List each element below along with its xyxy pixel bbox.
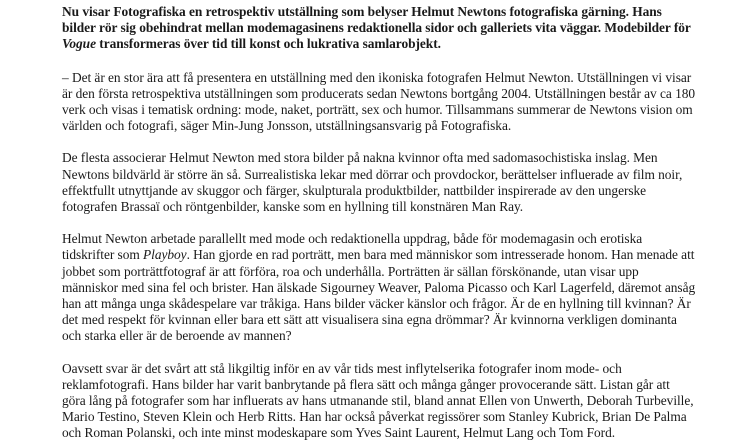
- article-lead: [62, 0, 696, 53]
- paragraph-imagery: De flesta associerar Helmut Newton med stora bilder på nakna kvinnor ofta med sadomasochistiska inslag. Men Newtons bildvärld är större än så. Surrealistiska lekar med dörrar och provdockor, berättelser influerade av film noir, effektfullt utnyttjande av skuggor och färger, skulpturala produktbilder, nattbilder inspirerade av den ungerske fotografen Brassaï och röntgenbilder, kanske som en hyllning till konstnären Man Ray.: [62, 150, 683, 215]
- paragraph-influence: Oavsett svar är det svårt att stå likgiltig inför en av vår tids mest inflytelserika fotografer inom mode- och reklamfotografi. Hans bilder har varit banbrytande på flera sätt och många gånger provocerande sätt. Listan går att göra lång på fotografer som har influerats av hans utmanande stil, bland annat Ellen von Unwerth, Deborah Turbeville, Mario Testino, Steven Klein och Herb Ritts. Han har också påverkat regissörer som Stanley Kubrick, Brian De Palma och Roman Polanski, och inte minst modeskapare som Yves Saint Laurent, Helmut Lang och Tom Ford.: [62, 360, 694, 441]
- portraits-magazine-title: Playboy: [143, 247, 187, 263]
- portraits-text-start: Helmut Newton arbetade parallellt med mode och redaktionella uppdrag, både för modemagasin och erotiska tidskrifter som: [62, 231, 643, 263]
- lead-text-start: Nu visar Fotografiska en retrospektiv utställning som belyser Helmut Newtons fotografiska gärning. Hans bilder rör sig obehindrat mellan modemagasinens redaktionella sidor och galleriets vita väggar. Modebilder för: [62, 4, 691, 36]
- paragraph-portraits: [62, 231, 696, 344]
- paragraph-quote: – Det är en stor ära att få presentera en utställning med den ikoniska fotografen Helmut Newton. Utställningen vi visar är den första retrospektiva utställningen som producerats sedan Newtons bortgång 2004. Utställningen består av ca 180 verk och visas i tematisk ordning: mode, naket, porträtt, sex och humor. Tillsammans summerar de Newtons vision om världen och fotografi, säger Min-Jung Jonsson, utställningsansvarig på Fotografiska.: [62, 69, 696, 134]
- lead-magazine-title: Vogue: [62, 36, 96, 52]
- article-body: [62, 0, 696, 442]
- lead-text-end: transformeras över tid till konst och lukrativa samlarobjekt.: [95, 36, 441, 52]
- portraits-text-end: . Han gjorde en rad porträtt, men bara med människor som intresserade honom. Han menade att jobbet som porträttfotograf är att förföra, roa och underhålla. Porträtten är sällan förskönande, utan visar upp människor med sina fel och brister. Han älskade Sigourney Weaver, Paloma Picasso och Karl Lagerfeld, däremot ansåg han att många unga skådespelare var tråkiga. Hans bilder väcker känslor och frågor. Är de en hyllning till kvinnan? Är det med respekt för kvinnan eller bara ett sätt att visualisera sina egna drömmar? Är kvinnorna verkligen dominanta och starka eller är de beroende av mannen?: [62, 247, 696, 344]
